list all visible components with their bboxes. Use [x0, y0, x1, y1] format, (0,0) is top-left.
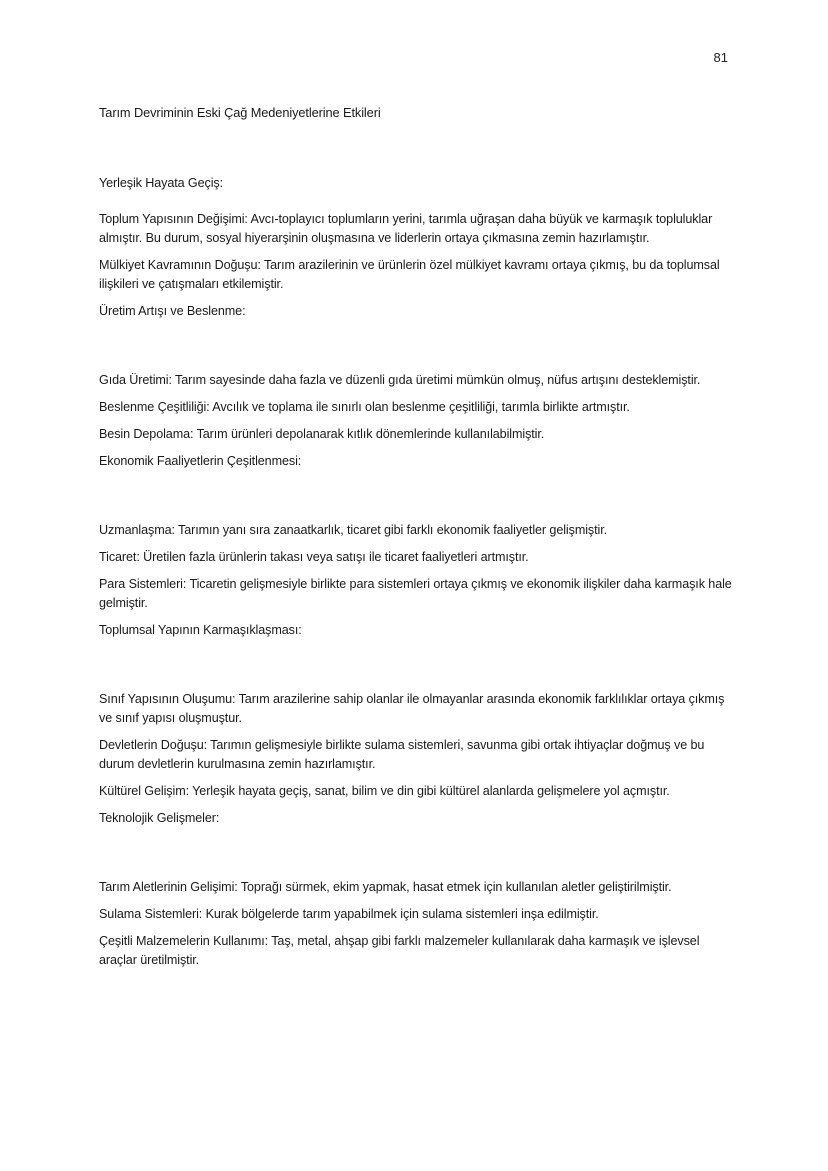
- paragraph: Kültürel Gelişim: Yerleşik hayata geçiş, sanat, bilim ve din gibi kültürel alanlarda gelişmelere yol açmıştır.: [99, 784, 670, 798]
- paragraph: Gıda Üretimi: Tarım sayesinde daha fazla ve düzenli gıda üretimi mümkün olmuş, nüfus artışını desteklemiştir.: [99, 373, 701, 387]
- section-heading: Teknolojik Gelişmeler:: [99, 811, 220, 825]
- section-heading: Yerleşik Hayata Geçiş:: [99, 176, 224, 190]
- page-number: 81: [713, 50, 728, 65]
- paragraph: Tarım Aletlerinin Gelişimi: Toprağı sürmek, ekim yapmak, hasat etmek için kullanılan aletler geliştirilmiştir.: [99, 880, 672, 894]
- paragraph: Toplum Yapısının Değişimi: Avcı-toplayıcı toplumların yerini, tarımla uğraşan daha büyük ve karmaşık topluluklar almıştır. Bu durum, sosyal hiyerarşinin oluşmasına ve liderlerin ortaya çıkmasına zemin hazırlamıştır.: [99, 212, 713, 245]
- paragraph: Sulama Sistemleri: Kurak bölgelerde tarım yapabilmek için sulama sistemleri inşa edilmiştir.: [99, 907, 599, 921]
- document-title: Tarım Devriminin Eski Çağ Medeniyetlerine Etkileri: [99, 105, 381, 120]
- document-body: [99, 103, 739, 978]
- paragraph: Para Sistemleri: Ticaretin gelişmesiyle birlikte para sistemleri ortaya çıkmış ve ekonomik ilişkiler daha karmaşık hale gelmiştir.: [99, 577, 732, 610]
- paragraph: Devletlerin Doğuşu: Tarımın gelişmesiyle birlikte sulama sistemleri, savunma gibi ortak ihtiyaçlar doğmuş ve bu durum devletlerin kurulmasına zemin hazırlamıştır.: [99, 738, 705, 771]
- paragraph: Çeşitli Malzemelerin Kullanımı: Taş, metal, ahşap gibi farklı malzemeler kullanılarak daha karmaşık ve işlevsel araçlar üretilmiştir.: [99, 934, 700, 967]
- paragraph: Besin Depolama: Tarım ürünleri depolanarak kıtlık dönemlerinde kullanılabilmiştir.: [99, 427, 545, 441]
- paragraph: Ticaret: Üretilen fazla ürünlerin takası veya satışı ile ticaret faaliyetleri artmıştır.: [99, 550, 529, 564]
- section-heading: Ekonomik Faaliyetlerin Çeşitlenmesi:: [99, 454, 302, 468]
- paragraph: Mülkiyet Kavramının Doğuşu: Tarım arazilerinin ve ürünlerin özel mülkiyet kavramı ortaya çıkmış, bu da toplumsal ilişkileri ve çatışmaları etkilemiştir.: [99, 258, 720, 291]
- section-heading: Üretim Artışı ve Beslenme:: [99, 304, 246, 318]
- paragraph: Beslenme Çeşitliliği: Avcılık ve toplama ile sınırlı olan beslenme çeşitliliği, tarımla birlikte artmıştır.: [99, 400, 630, 414]
- paragraph: Uzmanlaşma: Tarımın yanı sıra zanaatkarlık, ticaret gibi farklı ekonomik faaliyetler gelişmiştir.: [99, 523, 607, 537]
- paragraph: Sınıf Yapısının Oluşumu: Tarım arazilerine sahip olanlar ile olmayanlar arasında ekonomik farklılıklar ortaya çıkmış ve sınıf yapısı oluşmuştur.: [99, 692, 725, 725]
- section-heading: Toplumsal Yapının Karmaşıklaşması:: [99, 623, 302, 637]
